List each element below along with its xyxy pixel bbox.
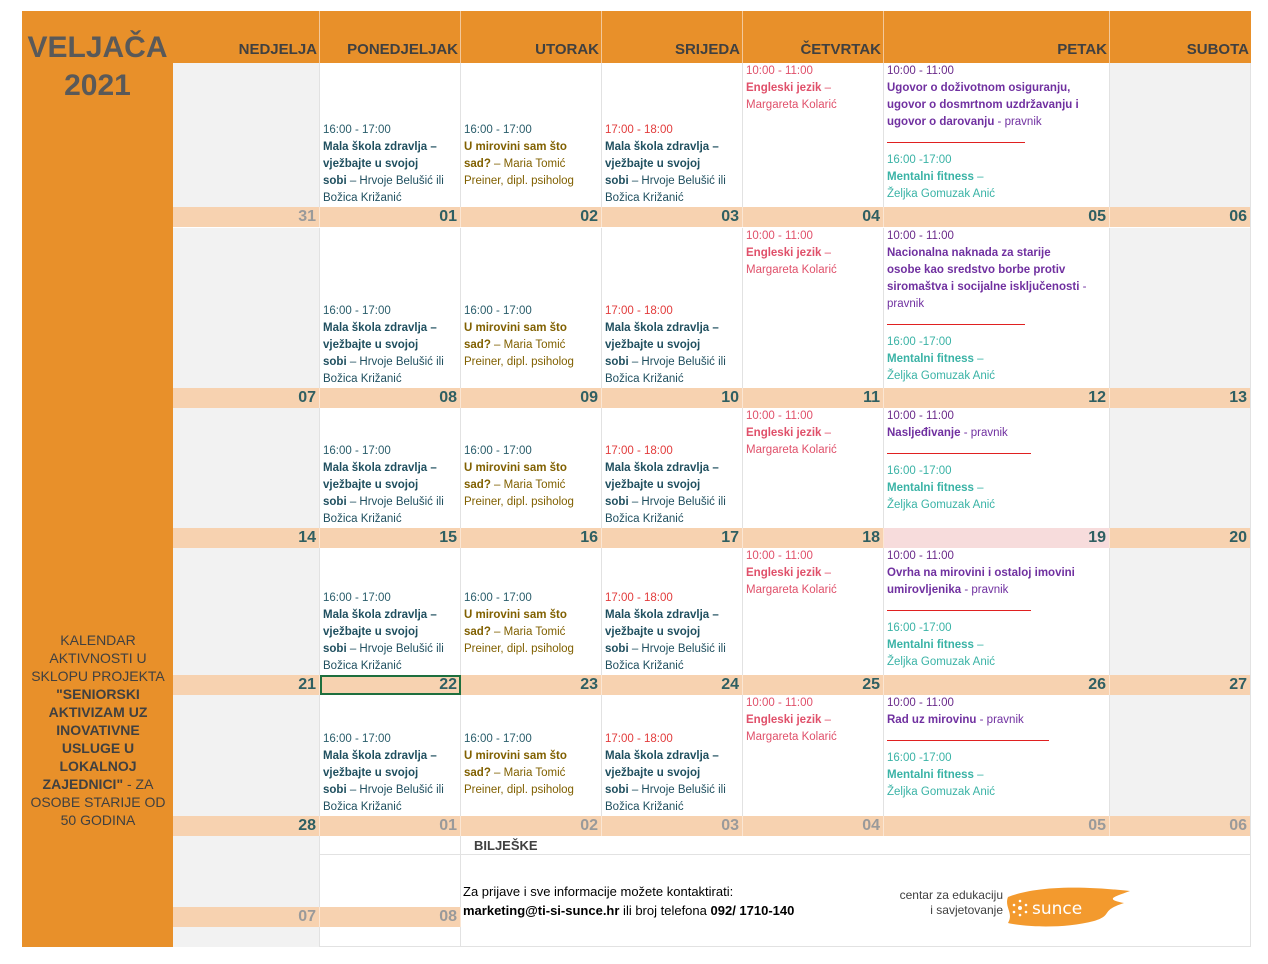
- sunce-brush-icon: [1004, 883, 1132, 929]
- contact-line: Za prijave i sve informacije možete kontaktirati:: [463, 884, 734, 899]
- event-title: Rad uz mirovinu: [887, 714, 977, 726]
- date-number[interactable]: 14: [173, 528, 320, 548]
- event-title: sad?: [464, 158, 491, 170]
- logo-tagline: [893, 888, 1003, 918]
- event-time: 16:00 - 17:00: [323, 305, 391, 317]
- day-cell-monday[interactable]: [320, 408, 461, 528]
- event-title: Mala škola zdravlja –: [323, 609, 437, 621]
- friday-fitness-event: [887, 334, 995, 385]
- email-link[interactable]: marketing@ti-si-sunce.hr: [463, 903, 620, 918]
- date-number[interactable]: 11: [743, 388, 884, 408]
- day-cell-friday[interactable]: [884, 695, 1110, 816]
- date-number[interactable]: 25: [743, 675, 884, 695]
- event-time: 10:00 - 11:00: [746, 550, 813, 562]
- monday-event: [323, 122, 444, 207]
- event-dash: –: [973, 171, 984, 183]
- day-cell-saturday[interactable]: [1110, 695, 1251, 816]
- event-dash: –: [821, 247, 832, 259]
- day-cell-sunday[interactable]: [173, 408, 320, 528]
- event-title: vježbajte u svojoj: [605, 158, 701, 170]
- month-name: VELJAČA: [27, 31, 168, 64]
- day-cell-sunday[interactable]: [173, 695, 320, 816]
- event-presenter: Margareta Kolarić: [746, 584, 837, 596]
- event-title: Mala škola zdravlja –: [323, 750, 437, 762]
- date-number[interactable]: 05: [884, 816, 1110, 836]
- date-number: 08: [320, 907, 461, 927]
- event-time: 16:00 - 17:00: [464, 733, 532, 745]
- event-presenter: – Hrvoje Belušić ili: [628, 643, 726, 655]
- header-saturday: SUBOTA: [1110, 11, 1251, 63]
- day-cell-thursday[interactable]: [743, 408, 884, 528]
- event-presenter: Božica Križanić: [323, 801, 402, 813]
- date-number[interactable]: 10: [602, 388, 743, 408]
- event-presenter: - pravnik: [961, 584, 1009, 596]
- separator-line: [887, 610, 1031, 611]
- event-presenter: – Hrvoje Belušić ili: [346, 356, 444, 368]
- date-number[interactable]: 22: [320, 675, 461, 695]
- monday-event: [323, 731, 444, 816]
- tuesday-event: [464, 731, 574, 799]
- day-cell-tuesday[interactable]: [461, 548, 602, 675]
- thursday-event: [746, 408, 837, 459]
- event-presenter: Margareta Kolarić: [746, 264, 837, 276]
- separator-line: [887, 453, 1031, 454]
- date-number[interactable]: 04: [743, 207, 884, 227]
- day-cell-saturday[interactable]: [1110, 228, 1251, 388]
- event-presenter: Božica Križanić: [323, 192, 402, 204]
- thursday-event: [746, 63, 837, 114]
- event-presenter: Božica Križanić: [605, 801, 684, 813]
- event-title: ugovor o dosmrtnom uzdržavanju i: [887, 99, 1079, 111]
- contact-mid: ili broj telefona: [619, 903, 711, 918]
- event-title: Mala škola zdravlja –: [605, 141, 719, 153]
- header-sunday: NEDJELJA: [173, 11, 320, 63]
- event-title: Engleski jezik: [746, 427, 822, 439]
- event-presenter: Božica Križanić: [323, 373, 402, 385]
- project-name: "SENIORSKI AKTIVIZAM UZ INOVATIVNE USLUGE U LOKALNOJ ZAJEDNICI": [42, 686, 148, 792]
- event-presenter: – Hrvoje Belušić ili: [346, 496, 444, 508]
- event-presenter: Margareta Kolarić: [746, 99, 837, 111]
- event-title: U mirovini sam što: [464, 141, 567, 153]
- notes-title: BILJEŠKE: [474, 838, 538, 853]
- event-title: Mentalni fitness: [887, 639, 974, 651]
- day-cell-wednesday[interactable]: [602, 408, 743, 528]
- event-presenter: - pravnik: [960, 427, 1008, 439]
- event-title: sad?: [464, 767, 491, 779]
- event-presenter: – Hrvoje Belušić ili: [346, 643, 444, 655]
- friday-fitness-event: [887, 750, 995, 801]
- day-cell-saturday[interactable]: [1110, 408, 1251, 528]
- tuesday-event: [464, 443, 574, 511]
- date-number[interactable]: 06: [1110, 816, 1251, 836]
- day-cell-monday[interactable]: [320, 548, 461, 675]
- event-title: Mala škola zdravlja –: [323, 462, 437, 474]
- month-title: [22, 29, 173, 105]
- event-time: 10:00 - 11:00: [746, 230, 813, 242]
- day-cell-friday[interactable]: [884, 63, 1110, 207]
- event-title: Engleski jezik: [746, 714, 822, 726]
- event-title: Mentalni fitness: [887, 353, 974, 365]
- date-number[interactable]: 02: [461, 816, 602, 836]
- day-cell-monday[interactable]: [320, 63, 461, 207]
- event-dash: –: [973, 482, 984, 494]
- event-title: Nasljeđivanje: [887, 427, 961, 439]
- header-monday: PONEDJELJAK: [320, 11, 461, 63]
- event-presenter: Božica Križanić: [605, 513, 684, 525]
- event-presenter: – Maria Tomić: [490, 626, 566, 638]
- day-cell-extra: [320, 927, 461, 947]
- event-title: U mirovini sam što: [464, 462, 567, 474]
- event-presenter: – Maria Tomić: [490, 158, 566, 170]
- event-time: 16:00 -17:00: [887, 336, 952, 348]
- tuesday-event: [464, 303, 574, 371]
- header-friday: PETAK: [884, 11, 1110, 63]
- event-time: 17:00 - 18:00: [605, 592, 673, 604]
- date-number[interactable]: 03: [602, 207, 743, 227]
- date-number[interactable]: 27: [1110, 675, 1251, 695]
- event-title: sad?: [464, 479, 491, 491]
- divider: [320, 946, 1251, 947]
- sunce-logo: [1004, 883, 1132, 929]
- logo-line1: centar za edukaciju: [899, 888, 1003, 902]
- event-time: 17:00 - 18:00: [605, 124, 673, 136]
- event-presenter: Preiner, dipl. psiholog: [464, 784, 574, 796]
- date-number[interactable]: 01: [320, 207, 461, 227]
- event-title: sobi: [605, 784, 629, 796]
- tuesday-event: [464, 590, 574, 658]
- event-title: Mala škola zdravlja –: [323, 141, 437, 153]
- date-number[interactable]: 15: [320, 528, 461, 548]
- friday-fitness-event: [887, 152, 995, 203]
- logo-line2: i savjetovanje: [930, 903, 1003, 917]
- wednesday-event: [605, 731, 726, 816]
- event-title: Mentalni fitness: [887, 769, 974, 781]
- event-presenter: Božica Križanić: [323, 513, 402, 525]
- event-dash: –: [821, 82, 832, 94]
- event-time: 17:00 - 18:00: [605, 305, 673, 317]
- friday-fitness-event: [887, 463, 995, 514]
- day-cell-monday[interactable]: [320, 695, 461, 816]
- day-cell-sunday[interactable]: [173, 63, 320, 207]
- event-presenter: – Maria Tomić: [490, 339, 566, 351]
- event-title: Ovrha na mirovini i ostaloj imovini: [887, 567, 1075, 579]
- divider: [1250, 63, 1251, 947]
- logo-brand: sunce: [1032, 899, 1083, 919]
- event-title: Mentalni fitness: [887, 171, 974, 183]
- event-time: 10:00 - 11:00: [887, 410, 954, 422]
- wednesday-event: [605, 122, 726, 207]
- day-cell-wednesday[interactable]: [602, 63, 743, 207]
- date-number[interactable]: 04: [743, 816, 884, 836]
- event-presenter: – Hrvoje Belušić ili: [628, 175, 726, 187]
- friday-legal-event: [887, 408, 1109, 442]
- day-cell-saturday[interactable]: [1110, 63, 1251, 207]
- friday-legal-event: [887, 63, 1109, 131]
- event-title: vježbajte u svojoj: [323, 767, 419, 779]
- day-cell-extra: [173, 836, 320, 907]
- event-time: 16:00 -17:00: [887, 752, 952, 764]
- event-time: 16:00 - 17:00: [464, 305, 532, 317]
- event-title: sad?: [464, 339, 491, 351]
- event-dash: –: [821, 567, 832, 579]
- contact-info: [463, 882, 794, 920]
- event-presenter: Željka Gomuzak Anić: [887, 499, 996, 511]
- event-presenter: Preiner, dipl. psiholog: [464, 175, 574, 187]
- event-title: sobi: [323, 356, 347, 368]
- date-number[interactable]: 09: [461, 388, 602, 408]
- event-title: sobi: [323, 784, 347, 796]
- event-presenter: – Hrvoje Belušić ili: [346, 784, 444, 796]
- event-presenter: – Hrvoje Belušić ili: [346, 175, 444, 187]
- day-cell-extra: [320, 836, 461, 907]
- date-number[interactable]: 18: [743, 528, 884, 548]
- event-title: sobi: [323, 175, 347, 187]
- event-title: Mala škola zdravlja –: [605, 750, 719, 762]
- day-cell-wednesday[interactable]: [602, 548, 743, 675]
- event-presenter: -: [1079, 281, 1087, 293]
- date-number[interactable]: 23: [461, 675, 602, 695]
- thursday-event: [746, 228, 837, 279]
- date-number[interactable]: 02: [461, 207, 602, 227]
- header-thursday: ČETVRTAK: [743, 11, 884, 63]
- day-cell-thursday[interactable]: [743, 228, 884, 388]
- event-time: 10:00 - 11:00: [887, 65, 954, 77]
- event-presenter: Preiner, dipl. psiholog: [464, 496, 574, 508]
- date-number[interactable]: 08: [320, 388, 461, 408]
- event-presenter: Preiner, dipl. psiholog: [464, 356, 574, 368]
- event-title: vježbajte u svojoj: [323, 626, 419, 638]
- event-title: Mala škola zdravlja –: [323, 322, 437, 334]
- event-title: umirovljenika: [887, 584, 962, 596]
- date-number[interactable]: 24: [602, 675, 743, 695]
- date-number[interactable]: 07: [173, 388, 320, 408]
- thursday-event: [746, 695, 837, 746]
- date-number[interactable]: 31: [173, 207, 320, 227]
- event-time: 16:00 - 17:00: [323, 733, 391, 745]
- date-number[interactable]: 17: [602, 528, 743, 548]
- separator-line: [887, 142, 1025, 143]
- event-title: vježbajte u svojoj: [605, 339, 701, 351]
- event-title: U mirovini sam što: [464, 750, 567, 762]
- day-cell-extra: [173, 927, 320, 947]
- event-title: Ugovor o doživotnom osiguranju,: [887, 82, 1071, 94]
- event-presenter: – Maria Tomić: [490, 479, 566, 491]
- note-target: - ZA OSOBE STARIJE OD 50 GODINA: [30, 776, 166, 828]
- friday-legal-event: [887, 228, 1109, 313]
- event-time: 10:00 - 11:00: [746, 410, 813, 422]
- event-title: sobi: [323, 643, 347, 655]
- event-title: sad?: [464, 626, 491, 638]
- friday-legal-event: [887, 548, 1109, 599]
- event-presenter: - pravnik: [994, 116, 1042, 128]
- event-presenter: Božica Križanić: [605, 192, 684, 204]
- day-cell-tuesday[interactable]: [461, 408, 602, 528]
- year: 2021: [64, 69, 131, 102]
- event-title: vježbajte u svojoj: [323, 339, 419, 351]
- event-time: 16:00 - 17:00: [323, 124, 391, 136]
- date-number[interactable]: 16: [461, 528, 602, 548]
- note-text: KALENDAR AKTIVNOSTI U SKLOPU PROJEKTA: [31, 632, 165, 684]
- day-cell-thursday[interactable]: [743, 695, 884, 816]
- thursday-event: [746, 548, 837, 599]
- event-time: 16:00 - 17:00: [464, 445, 532, 457]
- event-title: vježbajte u svojoj: [323, 479, 419, 491]
- day-cell-thursday[interactable]: [743, 548, 884, 675]
- date-number[interactable]: 03: [602, 816, 743, 836]
- event-title: U mirovini sam što: [464, 609, 567, 621]
- event-title: vježbajte u svojoj: [605, 479, 701, 491]
- day-cell-tuesday[interactable]: [461, 228, 602, 388]
- event-presenter: – Hrvoje Belušić ili: [628, 496, 726, 508]
- event-time: 10:00 - 11:00: [746, 697, 813, 709]
- date-number[interactable]: 06: [1110, 207, 1251, 227]
- header-tuesday: UTORAK: [461, 11, 602, 63]
- date-number[interactable]: 20: [1110, 528, 1251, 548]
- month-sidebar: [22, 11, 173, 947]
- event-title: sobi: [605, 643, 629, 655]
- event-presenter: pravnik: [887, 298, 925, 310]
- event-time: 17:00 - 18:00: [605, 733, 673, 745]
- divider: [320, 854, 1251, 855]
- event-time: 16:00 -17:00: [887, 622, 952, 634]
- event-presenter: Božica Križanić: [605, 373, 684, 385]
- event-presenter: - pravnik: [976, 714, 1024, 726]
- event-title: vježbajte u svojoj: [323, 158, 419, 170]
- phone-number: 092/ 1710-140: [710, 903, 795, 918]
- date-number[interactable]: 26: [884, 675, 1110, 695]
- event-title: Engleski jezik: [746, 567, 822, 579]
- wednesday-event: [605, 443, 726, 528]
- event-title: Nacionalna naknada za starije: [887, 247, 1051, 259]
- separator-line: [887, 740, 1049, 741]
- wednesday-event: [605, 303, 726, 388]
- monday-event: [323, 303, 444, 388]
- event-presenter: – Hrvoje Belušić ili: [628, 356, 726, 368]
- event-time: 16:00 -17:00: [887, 154, 952, 166]
- monday-event: [323, 590, 444, 675]
- event-dash: –: [821, 427, 832, 439]
- day-cell-sunday[interactable]: [173, 228, 320, 388]
- event-dash: –: [973, 353, 984, 365]
- event-presenter: Božica Križanić: [323, 660, 402, 672]
- event-presenter: Željka Gomuzak Anić: [887, 188, 996, 200]
- date-number[interactable]: 12: [884, 388, 1110, 408]
- event-title: osobe kao sredstvo borbe protiv: [887, 264, 1066, 276]
- date-number[interactable]: 21: [173, 675, 320, 695]
- date-number[interactable]: 05: [884, 207, 1110, 227]
- event-presenter: Preiner, dipl. psiholog: [464, 643, 574, 655]
- event-title: sobi: [323, 496, 347, 508]
- event-time: 10:00 - 11:00: [746, 65, 813, 77]
- event-presenter: Željka Gomuzak Anić: [887, 656, 996, 668]
- event-presenter: Željka Gomuzak Anić: [887, 370, 996, 382]
- event-time: 16:00 - 17:00: [464, 592, 532, 604]
- event-time: 16:00 - 17:00: [323, 445, 391, 457]
- day-cell-sunday[interactable]: [173, 548, 320, 675]
- event-presenter: Margareta Kolarić: [746, 444, 837, 456]
- event-title: Engleski jezik: [746, 247, 822, 259]
- event-dash: –: [973, 639, 984, 651]
- event-title: Mentalni fitness: [887, 482, 974, 494]
- event-presenter: Božica Križanić: [605, 660, 684, 672]
- day-cell-friday[interactable]: [884, 548, 1110, 675]
- event-title: Engleski jezik: [746, 82, 822, 94]
- event-time: 10:00 - 11:00: [887, 230, 954, 242]
- day-cell-tuesday[interactable]: [461, 695, 602, 816]
- friday-legal-event: [887, 695, 1109, 729]
- date-number[interactable]: 28: [173, 816, 320, 836]
- monday-event: [323, 443, 444, 528]
- event-title: Mala škola zdravlja –: [605, 462, 719, 474]
- day-cell-monday[interactable]: [320, 228, 461, 388]
- event-title: sobi: [605, 356, 629, 368]
- event-time: 16:00 - 17:00: [464, 124, 532, 136]
- event-presenter: Željka Gomuzak Anić: [887, 786, 996, 798]
- project-note: [28, 631, 168, 829]
- event-title: sobi: [605, 175, 629, 187]
- day-cell-thursday[interactable]: [743, 63, 884, 207]
- event-time: 16:00 - 17:00: [323, 592, 391, 604]
- date-number[interactable]: 13: [1110, 388, 1251, 408]
- event-time: 17:00 - 18:00: [605, 445, 673, 457]
- event-title: Mala škola zdravlja –: [605, 322, 719, 334]
- day-cell-friday[interactable]: [884, 408, 1110, 528]
- event-title: siromaštva i socijalne isključenosti: [887, 281, 1080, 293]
- date-number[interactable]: 01: [320, 816, 461, 836]
- event-time: 16:00 -17:00: [887, 465, 952, 477]
- event-title: U mirovini sam što: [464, 322, 567, 334]
- wednesday-event: [605, 590, 726, 675]
- event-presenter: Margareta Kolarić: [746, 731, 837, 743]
- event-time: 10:00 - 11:00: [887, 550, 954, 562]
- day-cell-friday[interactable]: [884, 228, 1110, 388]
- event-dash: –: [821, 714, 832, 726]
- header-wednesday: SRIJEDA: [602, 11, 743, 63]
- event-title: vježbajte u svojoj: [605, 767, 701, 779]
- friday-fitness-event: [887, 620, 995, 671]
- day-cell-tuesday[interactable]: [461, 63, 602, 207]
- date-number[interactable]: 19: [884, 528, 1110, 548]
- separator-line: [887, 324, 1025, 325]
- date-number: 07: [173, 907, 320, 927]
- event-title: ugovor o darovanju: [887, 116, 995, 128]
- event-time: 10:00 - 11:00: [887, 697, 954, 709]
- tuesday-event: [464, 122, 574, 190]
- day-cell-saturday[interactable]: [1110, 548, 1251, 675]
- event-presenter: – Hrvoje Belušić ili: [628, 784, 726, 796]
- event-title: sobi: [605, 496, 629, 508]
- event-title: Mala škola zdravlja –: [605, 609, 719, 621]
- day-cell-wednesday[interactable]: [602, 695, 743, 816]
- day-cell-wednesday[interactable]: [602, 228, 743, 388]
- event-presenter: – Maria Tomić: [490, 767, 566, 779]
- event-dash: –: [973, 769, 984, 781]
- event-title: vježbajte u svojoj: [605, 626, 701, 638]
